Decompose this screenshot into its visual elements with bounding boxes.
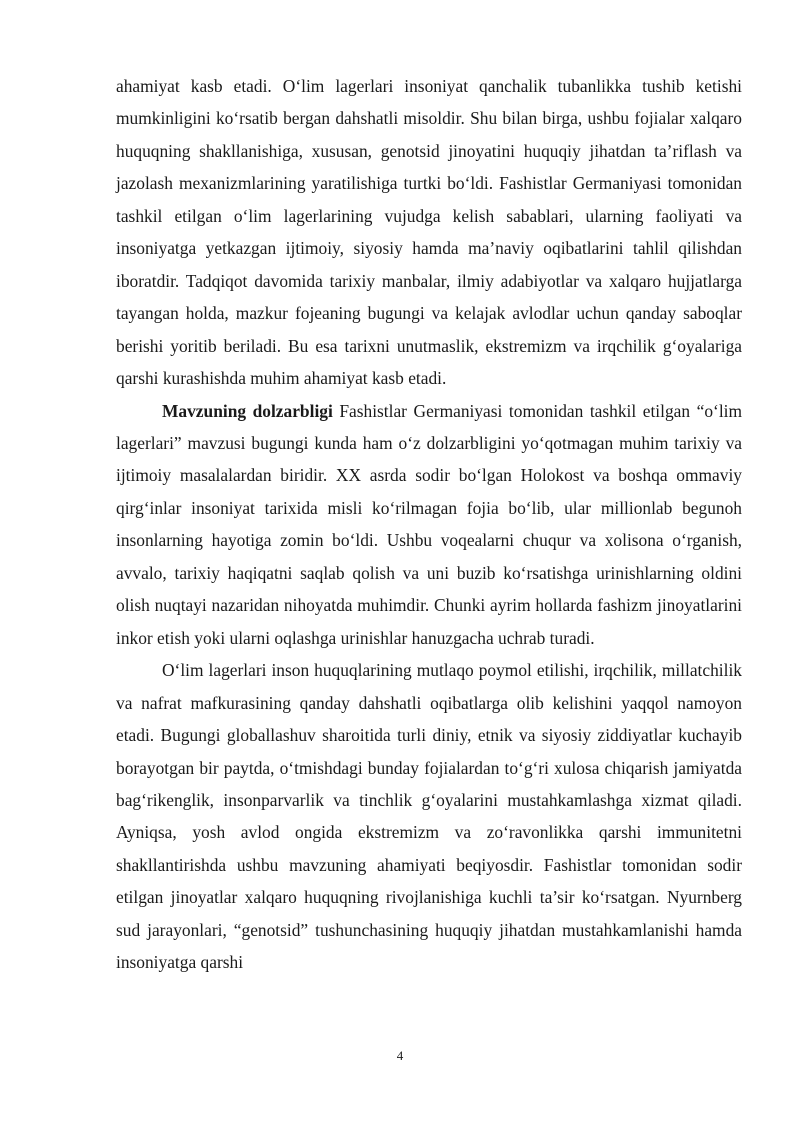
paragraph-text: O‘lim lagerlari inson huquqlarining mutlaqo poymol etilishi, irqchilik, millatchilik va nafrat mafkurasining qanday dahshatli oqibatlarga olib kelishini yaqqol namoyon etadi. Bugungi globallashuv sharoitida turli diniy, etnik va siyosiy ziddiyatlar kuchayib borayotgan bir paytda, o‘tmishdagi bunday fojialardan to‘g‘ri xulosa chiqarish jamiyatda bag‘rikenglik, insonparvarlik va tinchlik g‘oyalarini mustahkamlashga xizmat qiladi. Ayniqsa, yosh avlod ongida ekstremizm va zo‘ravonlikka qarshi immunitetni shakllantirishda ushbu mavzuning ahamiyati beqiyosdir. Fashistlar tomonidan sodir etilgan jinoyatlar xalqaro huquqning rivojlanishiga kuchli ta’sir ko‘rsatgan. Nyurnberg sud jarayonlari, “genotsid” tushunchasining huquqiy jihatdan mustahkamlanishi hamda insoniyatga qarshi <box>116 660 742 973</box>
paragraph-continuation <box>116 70 742 395</box>
section-heading-inline: Mavzuning dolzarbligi <box>162 400 333 421</box>
paragraph-death-camps <box>116 654 742 979</box>
page-number: 4 <box>396 1048 404 1063</box>
paragraph-text: Fashistlar Germaniyasi tomonidan tashkil etilgan “o‘lim lagerlari” mavzusi bugungi kunda ham o‘z dolzarbligini yo‘qotmagan muhim tarixiy va ijtimoiy masalalardan biridir. XX asrda sodir bo‘lgan Holokost va boshqa ommaviy qirg‘inlar insoniyat tarixida misli ko‘rilmagan fojia bo‘lib, ular millionlab begunoh insonlarning hayotiga zomin bo‘ldi. Ushbu voqealarni chuqur va xolisona o‘rganish, avvalo, tarixiy haqiqatni saqlab qolish va uni buzib ko‘rsatishga urinishlarning oldini olish nuqtayi nazaridan nihoyatda muhimdir. Chunki ayrim hollarda fashizm jinoyatlarini inkor etish yoki ularni oqlashga urinishlar hanuzgacha uchrab turadi. <box>116 400 743 648</box>
paragraph-text: ahamiyat kasb etadi. O‘lim lagerlari insoniyat qanchalik tubanlikka tushib ketishi mumkinligini ko‘rsatib bergan dahshatli misoldir. Shu bilan birga, ushbu fojialar xalqaro huquqning shakllanishiga, xususan, genotsid jinoyatini huquqiy jihatdan ta’riflash va jazolash mexanizmlarining yaratilishiga turtki bo‘ldi. Fashistlar Germaniyasi tomonidan tashkil etilgan o‘lim lagerlarining vujudga kelish sabablari, ularning faoliyati va insoniyatga yetkazgan ijtimoiy, siyosiy hamda ma’naviy oqibatlarini tahlil qilishdan iboratdir. Tadqiqot davomida tarixiy manbalar, ilmiy adabiyotlar va xalqaro hujjatlarga tayangan holda, mazkur fojeaning bugungi va kelajak avlodlar uchun qanday saboqlar berishi yoritib beriladi. Bu esa tarixni unutmaslik, ekstremizm va irqchilik g‘oyalariga qarshi kurashishda muhim ahamiyat kasb etadi. <box>116 76 742 389</box>
body-text <box>116 70 742 979</box>
paragraph-relevance <box>116 395 742 655</box>
